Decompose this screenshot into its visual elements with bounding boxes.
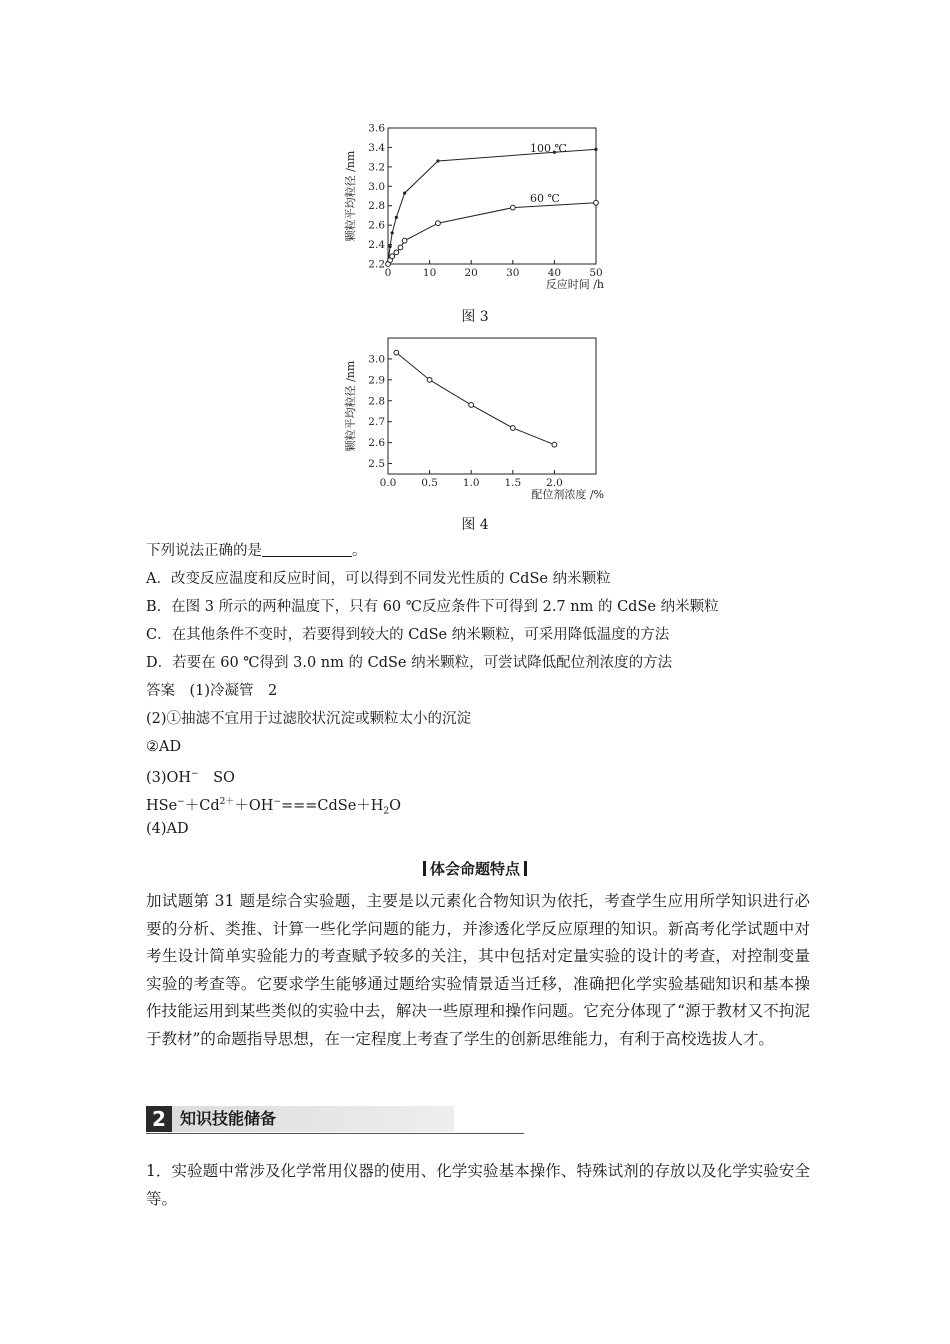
option-a: A．改变反应温度和反应时间，可以得到不同发光性质的 CdSe 纳米颗粒 xyxy=(146,571,611,587)
x-tick-label: 10 xyxy=(422,267,437,279)
data-point xyxy=(403,191,406,194)
answer-5-sup1: − xyxy=(177,797,185,807)
data-point xyxy=(391,231,394,234)
x-tick-label: 1.0 xyxy=(462,477,480,489)
data-point xyxy=(594,200,599,205)
data-point xyxy=(552,442,557,447)
data-point xyxy=(469,403,474,408)
data-point xyxy=(436,159,439,162)
answer-5-e: O xyxy=(389,797,402,814)
data-point xyxy=(394,350,399,355)
y-tick-label: 2.2 xyxy=(368,258,385,271)
y-tick-label: 2.8 xyxy=(368,395,385,408)
series-line xyxy=(388,149,596,262)
question-stem xyxy=(146,541,367,561)
question-stem-text: 下列说法正确的是 xyxy=(146,543,262,559)
x-axis-label: 反应时间 /h xyxy=(545,278,604,291)
figure-3-caption: 图 3 xyxy=(461,309,489,325)
y-tick-label: 3.0 xyxy=(368,353,385,366)
y-tick-label: 2.5 xyxy=(368,458,385,471)
answer-5-d: ===CdSe＋H xyxy=(280,797,384,814)
answer-line-3: ②AD xyxy=(146,739,182,755)
data-point xyxy=(398,245,403,250)
x-tick-label: 1.5 xyxy=(504,477,522,489)
series-label: 60 ℃ xyxy=(530,192,560,205)
answer-5-c: ＋OH xyxy=(234,797,274,814)
data-point xyxy=(510,205,515,210)
y-tick-label: 2.8 xyxy=(368,200,385,213)
x-tick-label: 2.0 xyxy=(546,477,563,489)
figure-4-chart xyxy=(340,330,610,508)
section-number: 2 xyxy=(146,1106,172,1132)
x-tick-label: 40 xyxy=(547,267,562,279)
answer-blank xyxy=(262,542,352,557)
item-1: 1．实验题中常涉及化学常用仪器的使用、化学实验基本操作、特殊试剂的存放以及化学实验安全等。 xyxy=(146,1162,810,1208)
data-point xyxy=(427,377,432,382)
x-tick-label: 50 xyxy=(589,267,603,279)
answer-4-a: (3)OH xyxy=(146,769,192,786)
y-tick-label: 3.0 xyxy=(368,180,385,193)
y-tick-label: 2.9 xyxy=(368,374,385,387)
data-point xyxy=(388,245,391,248)
figure-3-chart xyxy=(340,118,610,304)
y-tick-label: 2.6 xyxy=(368,437,385,450)
answer-line-2: (2)①抽滤不宜用于过滤胶状沉淀或颗粒太小的沉淀 xyxy=(146,711,472,727)
x-tick-label: 0.5 xyxy=(421,477,438,489)
data-point xyxy=(394,250,399,255)
section-rule xyxy=(146,1133,524,1134)
data-point xyxy=(594,148,597,151)
x-tick-label: 0 xyxy=(384,267,392,279)
answer-line-6: (4)AD xyxy=(146,821,189,837)
option-d: D．若要在 60 ℃得到 3.0 nm 的 CdSe 纳米颗粒，可尝试降低配位剂浓度的方法 xyxy=(146,655,673,671)
answer-line-4 xyxy=(146,764,235,788)
heading-bar-left xyxy=(423,861,426,876)
figure-4 xyxy=(340,330,610,508)
y-axis-label: 颗粒平均粒径 /nm xyxy=(344,150,357,242)
x-tick-label: 20 xyxy=(464,267,478,279)
answer-4-b: SO xyxy=(198,769,235,786)
option-b: B．在图 3 所示的两种温度下，只有 60 ℃反应条件下可得到 2.7 nm 的 CdSe 纳米颗粒 xyxy=(146,599,719,615)
feature-heading xyxy=(0,858,950,879)
answer-4-sup: − xyxy=(191,769,199,779)
y-tick-label: 3.4 xyxy=(368,141,385,154)
answer-5-sup2: 2＋ xyxy=(219,797,235,807)
x-axis-label: 配位剂浓度 /% xyxy=(531,488,604,501)
answer-5-sub: 2 xyxy=(383,806,390,817)
answer-5-b: ＋Cd xyxy=(184,797,220,814)
section-header xyxy=(146,1106,524,1134)
answer-5-sup3: − xyxy=(273,797,281,807)
data-point xyxy=(510,426,515,431)
x-tick-label: 30 xyxy=(506,267,520,279)
heading-bar-right xyxy=(524,861,527,876)
y-tick-label: 2.6 xyxy=(368,219,385,232)
option-c: C．在其他条件不变时，若要得到较大的 CdSe 纳米颗粒，可采用降低温度的方法 xyxy=(146,627,670,643)
y-axis-label: 颗粒平均粒径 /nm xyxy=(344,360,357,452)
plot-frame xyxy=(388,338,596,474)
figure-4-caption: 图 4 xyxy=(461,517,489,533)
y-tick-label: 3.2 xyxy=(368,161,385,174)
feature-heading-text: 体会命题特点 xyxy=(429,860,520,878)
figure-3 xyxy=(340,118,610,304)
feature-paragraph: 加试题第 31 题是综合实验题，主要是以元素化合物知识为依托，考查学生应用所学知识进行必要的分析、类推、计算一些化学问题的能力，并渗透化学反应原理的知识。新高考化学试题中对考生设计简单实验能力的考查赋予较多的关注，其中包括对定量实验的设计的考查，对控制变量实验的考查等。它要求学生能够通过题给实验情景适当迁移，准确把化学实验基础知识和基本操作技能运用到某些类似的实验中去，解决一些原理和操作问题。它充分体现了“源于教材又不拘泥于教材”的命题指导思想，在一定程度上考查了学生的创新思维能力，有利于高校选拔人才。 xyxy=(146,892,810,1048)
data-point xyxy=(436,221,441,226)
series-label: 100 ℃ xyxy=(530,142,567,155)
question-stem-end: 。 xyxy=(352,543,367,559)
y-tick-label: 2.7 xyxy=(368,416,385,429)
data-point xyxy=(395,216,398,219)
answer-line-5 xyxy=(146,792,401,822)
data-point xyxy=(402,238,407,243)
answer-line-1: 答案 (1)冷凝管 2 xyxy=(146,683,278,699)
y-tick-label: 2.4 xyxy=(368,239,385,252)
series-line xyxy=(396,353,554,445)
section-title: 知识技能储备 xyxy=(172,1106,454,1132)
series-line xyxy=(388,203,596,264)
data-point xyxy=(390,254,395,259)
x-tick-label: 0.0 xyxy=(379,477,397,489)
answer-5-a: HSe xyxy=(146,797,178,814)
y-tick-label: 3.6 xyxy=(368,122,385,135)
